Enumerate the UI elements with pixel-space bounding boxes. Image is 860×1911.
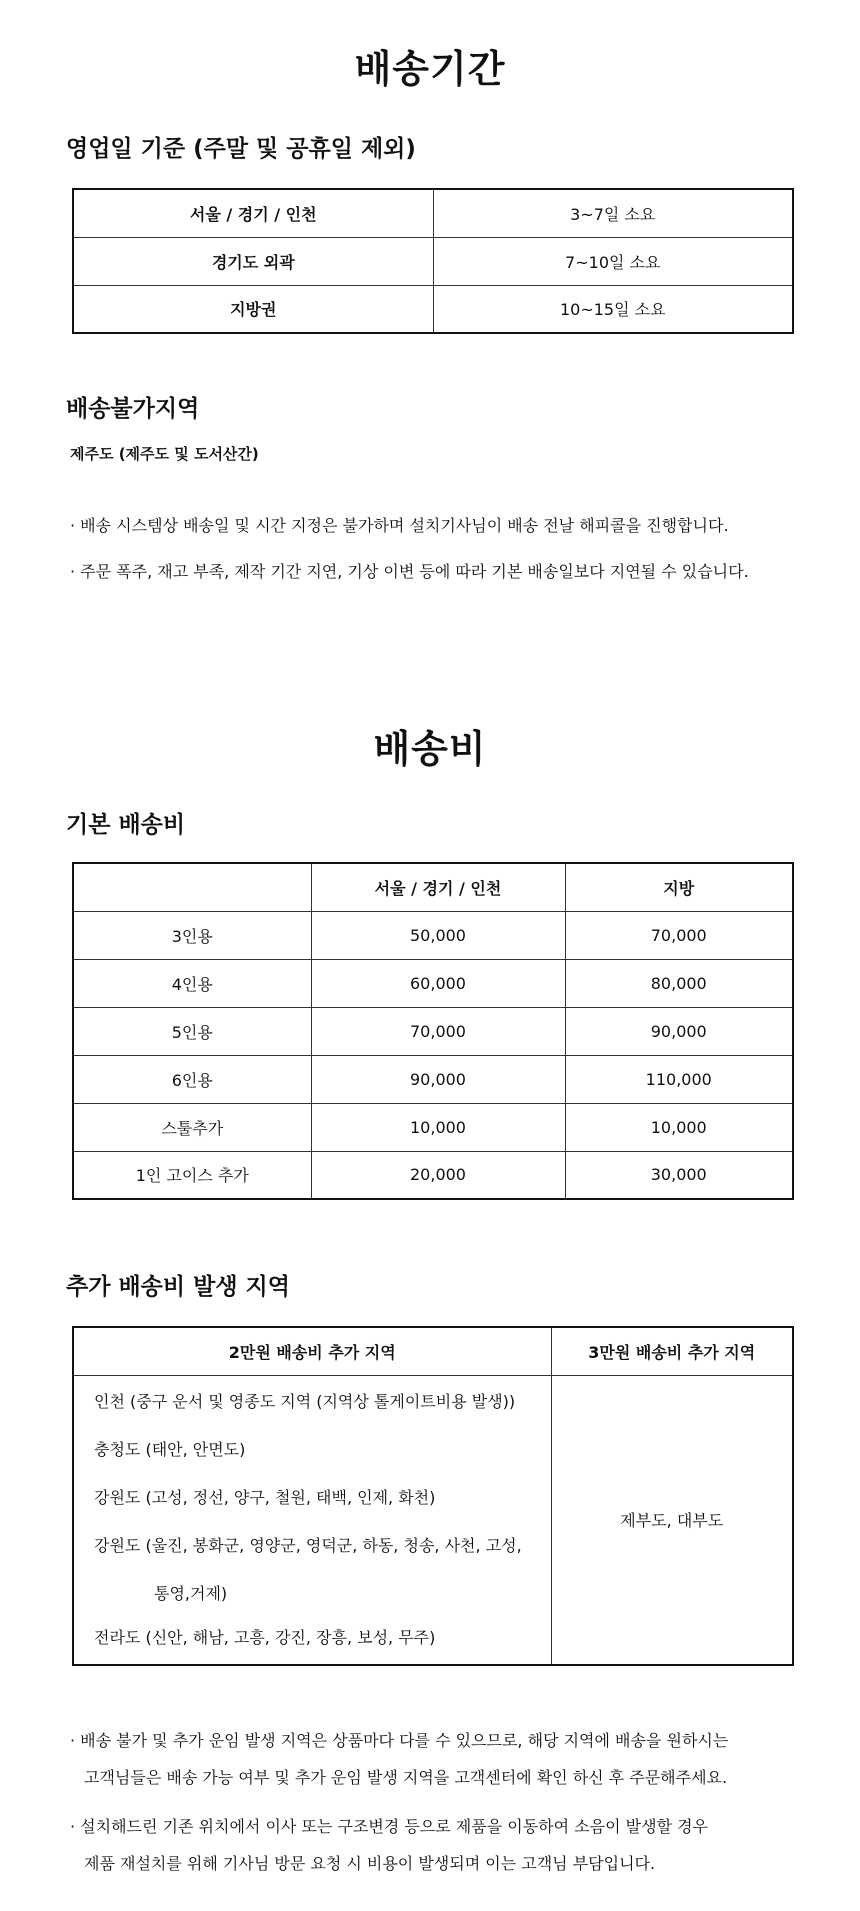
bullet-item bbox=[70, 1808, 810, 1882]
bullet-line: 제품 재설치를 위해 기사님 방문 요청 시 비용이 발생되며 이는 고객님 부담입니다. bbox=[84, 1854, 656, 1873]
metro-fee-cell: 10,000 bbox=[311, 1103, 565, 1151]
shipping-bullets bbox=[70, 1722, 810, 1882]
local-fee-cell: 10,000 bbox=[565, 1103, 793, 1151]
region-line: 인천 (중구 운서 및 영종도 지역 (지역상 톨게이트비용 발생)) bbox=[94, 1391, 516, 1411]
local-fee-cell: 70,000 bbox=[565, 911, 793, 959]
delivery-note: · 배송 시스템상 배송일 및 시간 지정은 불가하며 설치기사님이 배송 전날 해피콜을 진행합니다. bbox=[70, 516, 729, 535]
delivery-period-title: 배송기간 bbox=[354, 47, 506, 91]
region-cell: 서울 / 경기 / 인천 bbox=[73, 189, 433, 237]
region-cell: 경기도 외곽 bbox=[73, 237, 433, 285]
region-line: 통영,거제) bbox=[154, 1583, 228, 1603]
table-row bbox=[73, 911, 793, 959]
table-row bbox=[73, 1103, 793, 1151]
table-header-row bbox=[73, 863, 793, 911]
extra-fee-table bbox=[72, 1326, 794, 1666]
days-cell: 10~15일 소요 bbox=[433, 285, 793, 333]
metro-fee-cell: 60,000 bbox=[311, 959, 565, 1007]
region-cell: 지방권 bbox=[73, 285, 433, 333]
extra-3man-regions: 제부도, 대부도 bbox=[551, 1375, 793, 1665]
bullet-item bbox=[70, 1722, 810, 1796]
table-row bbox=[73, 959, 793, 1007]
column-header: 2만원 배송비 추가 지역 bbox=[73, 1327, 551, 1375]
item-cell: 1인 고이스 추가 bbox=[73, 1151, 311, 1199]
local-fee-cell: 90,000 bbox=[565, 1007, 793, 1055]
table-row bbox=[73, 189, 793, 237]
table-row bbox=[73, 237, 793, 285]
delivery-period-table bbox=[72, 188, 794, 334]
table-row bbox=[73, 285, 793, 333]
shipping-fee-title: 배송비 bbox=[373, 727, 487, 771]
metro-fee-cell: 70,000 bbox=[311, 1007, 565, 1055]
item-cell: 스툴추가 bbox=[73, 1103, 311, 1151]
table-row bbox=[73, 1055, 793, 1103]
delivery-note: · 주문 폭주, 재고 부족, 제작 기간 지연, 기상 이변 등에 따라 기본 배송일보다 지연될 수 있습니다. bbox=[70, 562, 749, 581]
metro-fee-cell: 90,000 bbox=[311, 1055, 565, 1103]
delivery-notes bbox=[70, 508, 830, 590]
item-cell: 6인용 bbox=[73, 1055, 311, 1103]
local-fee-cell: 110,000 bbox=[565, 1055, 793, 1103]
region-line: 강원도 (울진, 봉화군, 영양군, 영덕군, 하동, 청송, 사천, 고성, bbox=[94, 1535, 522, 1555]
item-cell: 4인용 bbox=[73, 959, 311, 1007]
column-header: 지방 bbox=[565, 863, 793, 911]
extra-fee-title: 추가 배송비 발생 지역 bbox=[66, 1274, 290, 1300]
business-day-subtitle: 영업일 기준 (주말 및 공휴일 제외) bbox=[66, 136, 416, 162]
item-cell: 5인용 bbox=[73, 1007, 311, 1055]
days-cell: 3~7일 소요 bbox=[433, 189, 793, 237]
region-line: 강원도 (고성, 정선, 양구, 철원, 태백, 인제, 화천) bbox=[94, 1487, 436, 1507]
metro-fee-cell: 20,000 bbox=[311, 1151, 565, 1199]
no-delivery-title: 배송불가지역 bbox=[66, 396, 200, 422]
metro-fee-cell: 50,000 bbox=[311, 911, 565, 959]
table-row bbox=[73, 1007, 793, 1055]
column-header bbox=[73, 863, 311, 911]
extra-2man-regions bbox=[73, 1375, 551, 1665]
basic-fee-table bbox=[72, 862, 794, 1200]
days-cell: 7~10일 소요 bbox=[433, 237, 793, 285]
region-line: 충청도 (태안, 안면도) bbox=[94, 1439, 246, 1459]
bullet-line: · 배송 불가 및 추가 운임 발생 지역은 상품마다 다를 수 있으므로, 해당 지역에 배송을 원하시는 bbox=[70, 1731, 729, 1750]
table-row bbox=[73, 1375, 793, 1665]
local-fee-cell: 80,000 bbox=[565, 959, 793, 1007]
bullet-line: 고객님들은 배송 가능 여부 및 추가 운임 발생 지역을 고객센터에 확인 하신 후 주문해주세요. bbox=[84, 1768, 728, 1787]
column-header: 3만원 배송비 추가 지역 bbox=[551, 1327, 793, 1375]
item-cell: 3인용 bbox=[73, 911, 311, 959]
region-line: 전라도 (신안, 해남, 고흥, 강진, 장흥, 보성, 무주) bbox=[94, 1627, 436, 1647]
local-fee-cell: 30,000 bbox=[565, 1151, 793, 1199]
table-row bbox=[73, 1151, 793, 1199]
bullet-line: · 설치해드린 기존 위치에서 이사 또는 구조변경 등으로 제품을 이동하여 소음이 발생할 경우 bbox=[70, 1817, 708, 1836]
no-delivery-region: 제주도 (제주도 및 도서산간) bbox=[70, 445, 259, 463]
column-header: 서울 / 경기 / 인천 bbox=[311, 863, 565, 911]
table-header-row bbox=[73, 1327, 793, 1375]
basic-fee-title: 기본 배송비 bbox=[66, 812, 186, 838]
